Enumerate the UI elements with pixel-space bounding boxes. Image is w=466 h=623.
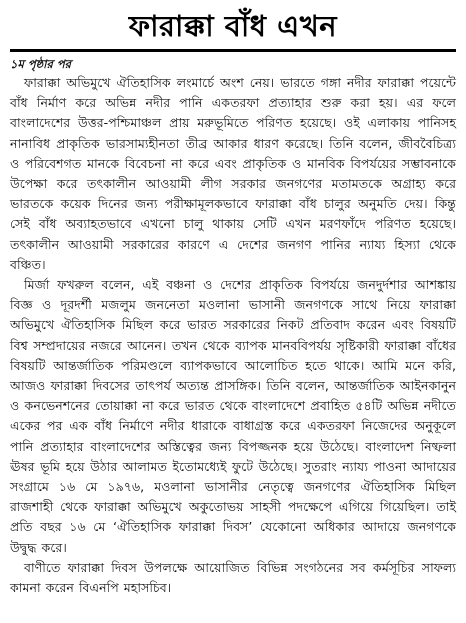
paragraph-3: বাণীতে ফারাক্কা দিবস উপলক্ষে আয়োজিত বিভিন্ন সংগঠনের সব কর্মসূচির সাফল্য কামনা করেন বিএনপি মহাসচিব। bbox=[10, 559, 456, 596]
article-body bbox=[10, 73, 456, 598]
paragraph-1: ফারাক্কা অভিমুখে ঐতিহাসিক লংমার্চে অংশ নেয়। ভারতে গঙ্গা নদীর ফারাক্কা পয়েন্টে বাঁধ নির্মাণ করে অভিন্ন নদীর পানি একতরফা প্রত্যাহার শুরু করা হয়। এর ফলে বাংলাদেশের উত্তর-পশ্চিমাঞ্চল প্রায় মরুভূমিতে পরিণত হয়েছে। ওই এলাকায় পানিসহ নানাবিধ প্রাকৃতিক ভারসাম্যহীনতা তীব্র আকার ধারণ করেছে। তিনি বলেন, জীববৈচিত্র্য ও পরিবেশগত মানকে বিবেচনা না করে এবং প্রাকৃতিক ও মানবিক বিপর্যয়ের সম্ভাবনাকে উপেক্ষা করে তৎকালীন আওয়ামী লীগ সরকার জনগণের মতামতকে অগ্রাহ্য করে ভারতকে কয়েক দিনের জন্য পরীক্ষামূলকভাবে ফারাক্কা বাঁধ চালুর অনুমতি দেয়। কিন্তু সেই বাঁধ অব্যাহতভাবে এখনো চালু থাকায় সেটি এখন মরণফাঁদে পরিণত হয়েছে। তৎকালীন আওয়ামী সরকারের কারণে এ দেশের জনগণ পানির ন্যায্য হিস্যা থেকে বঞ্চিত। bbox=[10, 75, 456, 272]
continued-from-label: ১ম পৃষ্ঠার পর bbox=[10, 57, 71, 71]
paragraph-2: মির্জা ফখরুল বলেন, এই বঞ্চনা ও দেশের প্রাকৃতিক বিপর্যয়ে জনদুর্দশার আশঙ্কায় বিজ্ঞ ও দূরদর্শী মজলুম জননেতা মওলানা ভাসানী জনগণকে সাথে নিয়ে ফারাক্কা অভিমুখে ঐতিহাসিক মিছিল করে ভারত সরকারের নিকট প্রতিবাদ করেন এবং বিষয়টি বিশ্ব সম্প্রদায়ের নজরে আনেন। তখন থেকে ব্যাপক মানববিপর্যয় সৃষ্টিকারী ফারাক্কা বাঁধের বিষয়টি আন্তর্জাতিক পরিমণ্ডলে ব্যাপকভাবে আলোচিত হতে থাকে। আমি মনে করি, আজও ফারাক্কা দিবসের তাৎপর্য অত্যন্ত প্রাসঙ্গিক। তিনি বলেন, আন্তর্জাতিক আইনকানুন ও কনভেনশনের তোয়াক্কা না করে ভারত থেকে বাংলাদেশে প্রবাহিত ৫৪টি অভিন্ন নদীতে একের পর এক বাঁধ নির্মাণে নদীর ধারাকে বাধাগ্রস্ত করে একতরফা নিজেদের অনুকূলে পানি প্রত্যাহার বাংলাদেশের অস্তিত্বের জন্য বিপজ্জনক হয়ে উঠেছে। বাংলাদেশ নিষ্ফলা ঊষর ভূমি হয়ে উঠার আলামত ইতোমধ্যেই ফুটে উঠেছে। সুতরাং ন্যায্য পাওনা আদায়ের সংগ্রামে ১৬ মে ১৯৭৬, মওলানা ভাসানীর নেতৃত্বে জনগণের ঐতিহাসিক মিছিল রাজশাহী থেকে ফারাক্কা অভিমুখে অকুতোভয় সাহসী পদক্ষেপে এগিয়ে গিয়েছিল। তাই প্রতি বছর ১৬ মে ‘ঐতিহাসিক ফারাক্কা দিবস’ যেকোনো অধিকার আদায়ে জনগণকে উদ্বুদ্ধ করে। bbox=[10, 277, 456, 555]
headline-rule bbox=[10, 49, 456, 52]
headline: ফারাক্কা বাঁধ এখন bbox=[128, 9, 338, 43]
